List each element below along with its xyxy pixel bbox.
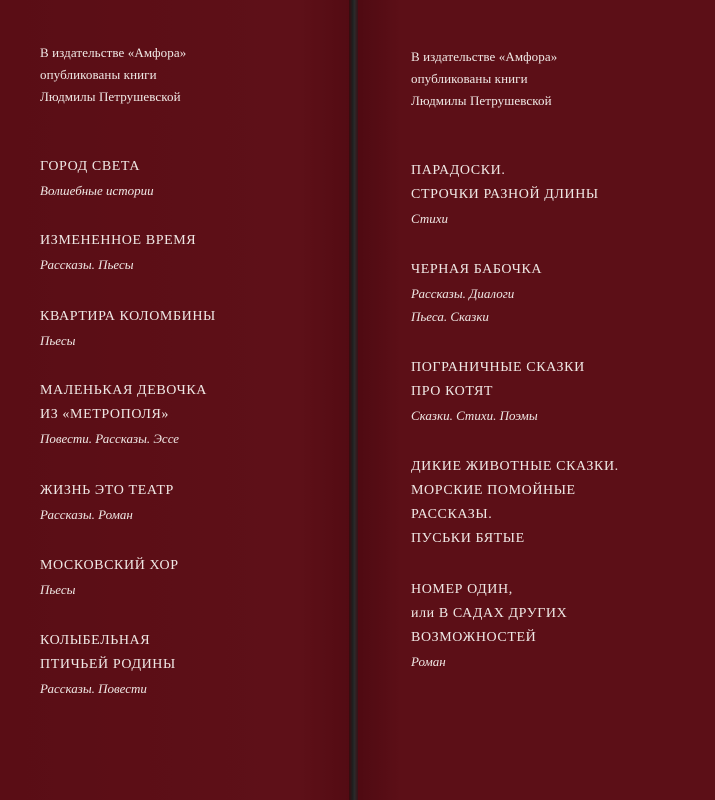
book-title: МОСКОВСКИЙ ХОР	[40, 558, 179, 573]
book-title: ПОГРАНИЧНЫЕ СКАЗКИ	[411, 360, 585, 375]
intro-line: В издательстве «Амфора»	[411, 49, 558, 64]
intro-line: Людмилы Петрушевской	[40, 89, 181, 104]
book-genre: Роман	[411, 654, 446, 669]
book-entry	[40, 305, 340, 352]
book-title: ЖИЗНЬ ЭТО ТЕАТР	[40, 483, 174, 498]
left-intro	[40, 42, 186, 108]
book-title: ЧЕРНАЯ БАБОЧКА	[411, 262, 543, 277]
intro-line: Людмилы Петрушевской	[411, 93, 552, 108]
book-genre: Повести. Рассказы. Эссе	[40, 431, 180, 446]
book-entry	[411, 356, 711, 427]
book-genre: Пьеса. Сказки	[411, 309, 489, 324]
book-title: ГОРОД СВЕТА	[40, 159, 141, 174]
book-genre: Стихи	[411, 211, 449, 226]
book-genre: Рассказы. Диалоги	[411, 286, 515, 301]
book-entry	[411, 258, 711, 328]
book-genre: Рассказы. Пьесы	[40, 257, 134, 272]
book-title: ПУСЬКИ БЯТЫЕ	[411, 531, 525, 546]
right-page	[358, 0, 715, 800]
book-entry	[40, 229, 340, 276]
book-entry	[411, 159, 711, 230]
book-title: ДИКИЕ ЖИВОТНЫЕ СКАЗКИ.	[411, 459, 619, 474]
book-genre: Волшебные истории	[40, 183, 154, 198]
book-entry	[40, 554, 340, 601]
book-title: КОЛЫБЕЛЬНАЯ	[40, 633, 151, 648]
book-entry	[411, 578, 711, 673]
book-title: ПАРАДОСКИ.	[411, 163, 506, 178]
book-title: ПРО КОТЯТ	[411, 384, 494, 399]
book-title: МОРСКИЕ ПОМОЙНЫЕ	[411, 483, 576, 498]
book-title: МАЛЕНЬКАЯ ДЕВОЧКА	[40, 383, 207, 398]
book-entry	[40, 155, 340, 202]
book-genre: Сказки. Стихи. Поэмы	[411, 408, 538, 423]
left-page	[0, 0, 350, 800]
book-title: ИЗ «МЕТРОПОЛЯ»	[40, 407, 169, 422]
book-title: НОМЕР ОДИН,	[411, 582, 513, 597]
book-title: РАССКАЗЫ.	[411, 507, 493, 522]
right-intro	[411, 46, 557, 112]
book-title: ИЗМЕНЕННОЕ ВРЕМЯ	[40, 233, 197, 248]
intro-line: опубликованы книги	[411, 71, 528, 86]
book-genre: Пьесы	[40, 333, 76, 348]
book-genre: Пьесы	[40, 582, 76, 597]
book-entry	[40, 629, 340, 700]
book-title: ВОЗМОЖНОСТЕЙ	[411, 630, 537, 645]
book-entry	[40, 479, 340, 526]
intro-line: опубликованы книги	[40, 67, 157, 82]
book-title: ПТИЧЬЕЙ РОДИНЫ	[40, 657, 176, 672]
book-title: СТРОЧКИ РАЗНОЙ ДЛИНЫ	[411, 187, 599, 202]
book-title: или В САДАХ ДРУГИХ	[411, 606, 568, 621]
book-entry	[411, 455, 711, 551]
book-genre: Рассказы. Роман	[40, 507, 133, 522]
book-genre: Рассказы. Повести	[40, 681, 147, 696]
book-entry	[40, 379, 340, 450]
book-title: КВАРТИРА КОЛОМБИНЫ	[40, 309, 216, 324]
intro-line: В издательстве «Амфора»	[40, 45, 187, 60]
